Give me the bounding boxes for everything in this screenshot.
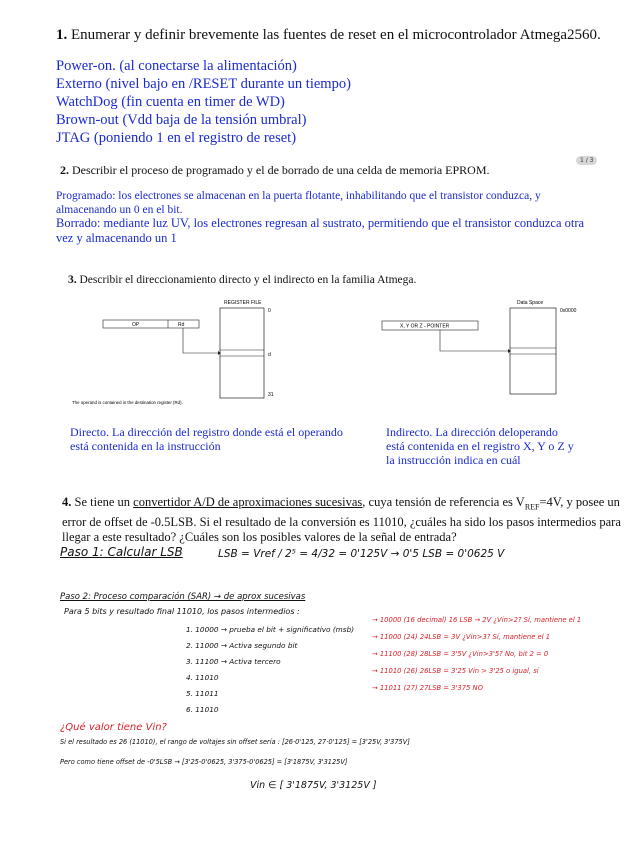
sar-red-steps bbox=[372, 612, 581, 697]
q4-statement bbox=[62, 495, 632, 544]
q4-underlined: convertidor A/D de aproximaciones sucesivas bbox=[133, 495, 363, 509]
sar-red-step: → 11011 (27) 27LSB = 3'375 NO bbox=[372, 684, 483, 692]
sar-red-step: → 11100 (28) 28LSB = 3'5V ¿Vin>3'5? No, bit 2 = 0 bbox=[372, 650, 549, 658]
q2-heading bbox=[60, 162, 490, 179]
q2-answer-programado bbox=[56, 189, 626, 217]
register-file-label: REGISTER FILE bbox=[224, 300, 262, 306]
op-label: OP bbox=[132, 322, 140, 328]
sar-steps bbox=[186, 622, 354, 718]
direct-caption: The operand is contained in the destination register (Rd). bbox=[72, 400, 183, 405]
data-space-label: Data Space bbox=[517, 300, 544, 306]
indirect-addressing-diagram bbox=[380, 296, 580, 406]
addr-top: 0x0000 bbox=[560, 308, 577, 314]
addr-d: d bbox=[268, 352, 271, 358]
q2-line: Programado: los electrones se almacenan en la puerta flotante, inhabilitando que el transistor conduzca, y bbox=[56, 190, 541, 202]
register-file-box bbox=[220, 308, 264, 398]
q1-answers bbox=[56, 57, 351, 147]
sar-red-step: → 10000 (16 decimal) 16 LSB → 2V ¿Vin>2? Sí, mantiene el 1 bbox=[372, 616, 582, 624]
q4-line3: llegar a este resultado? ¿Cuáles son los posibles valores de la señal de entrada? bbox=[62, 529, 457, 544]
q3-direct-line: Directo. La dirección del registro donde está el operando bbox=[70, 425, 343, 439]
q3-answer-indirect bbox=[386, 425, 574, 467]
paso2-text: Paso 2: Proceso comparación (SAR) → de aprox sucesivas bbox=[60, 592, 306, 602]
sar-step: 6. 11010 bbox=[186, 705, 219, 714]
q1-answer: Power-on. (al conectarse la alimentación) bbox=[56, 58, 297, 74]
sar-step: 4. 11010 bbox=[186, 673, 219, 682]
sar-step: 5. 11011 bbox=[186, 689, 219, 698]
q1-answer: JTAG (poniendo 1 en el registro de reset) bbox=[56, 130, 297, 146]
q4-text: , cuya tensión de referencia es V bbox=[362, 495, 525, 509]
q1-heading bbox=[56, 27, 601, 44]
range-with-offset: Pero como tiene offset de -0'5LSB → [3'25-0'0625, 3'375-0'0625] = [3'1875V, 3'3125V] bbox=[60, 758, 348, 766]
q1-answer: Brown-out (Vdd baja de la tensión umbral) bbox=[56, 112, 307, 128]
q4-text: Se tiene un bbox=[74, 495, 131, 509]
paso2-heading bbox=[60, 592, 305, 602]
addr-31: 31 bbox=[268, 392, 274, 398]
q4-line2: error de offset de -0.5LSB. Si el resultado de la conversión es 11010, ¿cuáles ha sido los pasos intermedios para bbox=[62, 515, 621, 529]
q2-line: vez y almacenando un 1 bbox=[56, 231, 177, 245]
q3-text: Describir el direccionamiento directo y el indirecto en la familia Atmega. bbox=[79, 274, 417, 286]
q3-indirect-line: la instrucción indica en cuál bbox=[386, 453, 521, 467]
q4-number: 4. bbox=[62, 495, 72, 509]
q1-answer: Externo (nivel bajo en /RESET durante un tiempo) bbox=[56, 76, 351, 92]
page-badge: 1 / 3 bbox=[576, 156, 597, 165]
q2-answer-borrado bbox=[56, 216, 631, 246]
lsb-equation: LSB = Vref / 2⁵ = 4/32 = 0'125V → 0'5 LSB = 0'0625 V bbox=[218, 548, 505, 560]
instruction-box bbox=[103, 320, 199, 328]
q1-number: 1. bbox=[56, 27, 68, 43]
sar-red-step: → 11000 (24) 24LSB = 3V ¿Vin>3? Sí, mantiene el 1 bbox=[372, 633, 551, 641]
range-no-offset: Si el resultado es 26 (11010), el rango de voltajes sin offset sería : [26·0'125, 27·0'125] = [3'25V, 3'375V] bbox=[60, 738, 410, 746]
q2-line: Borrado: mediante luz UV, los electrones regresan al sustrato, permitiendo que el transistor conduzca otra bbox=[56, 216, 585, 230]
sar-red-step: → 11010 (26) 26LSB = 3'25 Vin > 3'25 o igual, sí bbox=[372, 667, 539, 675]
sar-step: 1. 10000 → prueba el bit + significativo (msb) bbox=[186, 625, 355, 634]
q3-number: 3. bbox=[68, 274, 77, 286]
q1-answer: WatchDog (fin cuenta en timer de WD) bbox=[56, 94, 285, 110]
vin-result: Vin ∈ [ 3'1875V, 3'3125V ] bbox=[250, 780, 377, 791]
direct-addressing-diagram bbox=[70, 296, 290, 416]
sar-step: 3. 11100 → Activa tercero bbox=[186, 657, 281, 666]
q4-sub: REF bbox=[524, 502, 540, 512]
q2-number: 2. bbox=[60, 163, 69, 177]
vin-question: ¿Qué valor tiene Vin? bbox=[60, 722, 167, 733]
q4-line1 bbox=[62, 495, 632, 515]
addr-0: 0 bbox=[268, 308, 271, 314]
q3-direct-line: está contenida en la instrucción bbox=[70, 439, 221, 453]
q4-text: =4V, y posee un bbox=[539, 495, 620, 509]
pointer-label: X, Y OR Z - POINTER bbox=[400, 323, 450, 330]
paso1-heading: Paso 1: Calcular LSB bbox=[60, 545, 183, 559]
data-space-box bbox=[510, 308, 556, 394]
q3-indirect-line: Indirecto. La dirección deloperando bbox=[386, 425, 558, 439]
q1-text: Enumerar y definir brevemente las fuentes de reset en el microcontrolador Atmega2560. bbox=[71, 27, 601, 43]
q3-indirect-line: está contenida en el registro X, Y o Z y bbox=[386, 439, 574, 453]
sar-step: 2. 11000 → Activa segundo bit bbox=[186, 641, 298, 650]
q2-line: almacenando un 0 en el bit. bbox=[56, 204, 183, 216]
q2-text: Describir el proceso de programado y el de borrado de una celda de memoria EPROM. bbox=[72, 163, 490, 177]
rd-label: Rd bbox=[178, 322, 185, 328]
paso2-intro: Para 5 bits y resultado final 11010, los pasos intermedios : bbox=[64, 607, 300, 616]
q3-answer-direct bbox=[70, 425, 343, 453]
q3-heading bbox=[68, 272, 416, 289]
